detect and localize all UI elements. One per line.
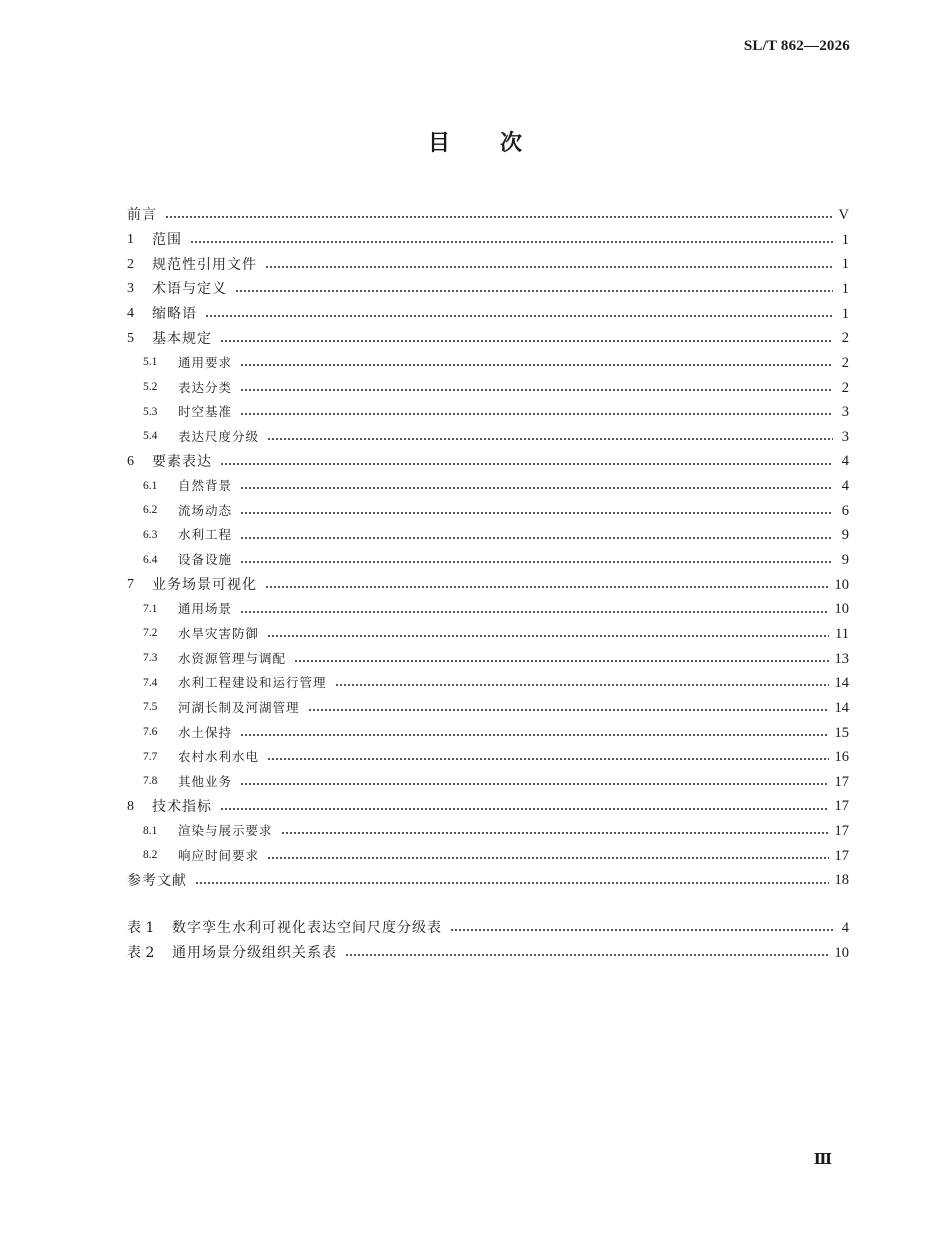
entry-number: 1 bbox=[127, 231, 134, 247]
toc-subentry[interactable] bbox=[127, 474, 849, 499]
entry-page-number: 14 bbox=[834, 699, 849, 716]
toc-entry[interactable] bbox=[127, 573, 849, 598]
entry-title: 要素表达 bbox=[152, 453, 212, 470]
dot-leader bbox=[240, 487, 833, 489]
entry-number: 7.4 bbox=[143, 676, 158, 689]
entry-number: 5.4 bbox=[143, 430, 158, 443]
entry-number: 表 1 bbox=[127, 920, 155, 937]
dot-leader bbox=[281, 832, 829, 834]
entry-page-number: 6 bbox=[841, 502, 849, 519]
entry-number: 8 bbox=[127, 798, 134, 814]
dot-leader bbox=[240, 783, 828, 785]
dot-leader bbox=[220, 808, 829, 810]
dot-leader bbox=[240, 512, 833, 514]
entry-title: 业务场景可视化 bbox=[152, 576, 257, 593]
toc-subentry[interactable] bbox=[127, 647, 849, 672]
dot-leader bbox=[267, 635, 829, 637]
toc-subentry[interactable] bbox=[127, 671, 849, 696]
dot-leader bbox=[240, 364, 833, 366]
entry-page-number: 2 bbox=[841, 354, 849, 371]
entry-title: 水土保持 bbox=[178, 724, 233, 740]
dot-leader bbox=[308, 709, 829, 711]
dot-leader bbox=[220, 463, 833, 465]
toc-subentry[interactable] bbox=[127, 622, 849, 647]
entry-title: 渲染与展示要求 bbox=[178, 823, 273, 839]
entry-page-number: 3 bbox=[841, 404, 849, 421]
entry-title: 数字孪生水利可视化表达空间尺度分级表 bbox=[172, 920, 442, 937]
entry-title: 水资源管理与调配 bbox=[178, 650, 287, 666]
entry-page-number: 9 bbox=[841, 527, 849, 544]
toc-entry[interactable] bbox=[127, 252, 849, 277]
dot-leader bbox=[294, 660, 828, 662]
entry-page-number: 17 bbox=[834, 823, 849, 840]
entry-page-number: 16 bbox=[834, 749, 849, 766]
toc-subentry[interactable] bbox=[127, 597, 849, 622]
dot-leader bbox=[240, 389, 833, 391]
list-of-tables bbox=[127, 916, 849, 965]
entry-number: 5.1 bbox=[143, 356, 158, 369]
entry-title: 时空基准 bbox=[178, 404, 233, 420]
entry-title: 范围 bbox=[152, 231, 182, 248]
toc-entry[interactable] bbox=[127, 868, 849, 893]
table-of-contents bbox=[127, 203, 849, 893]
entry-page-number: 3 bbox=[841, 428, 849, 445]
toc-subentry[interactable] bbox=[127, 720, 849, 745]
entry-number: 7.8 bbox=[143, 775, 158, 788]
entry-page-number: V bbox=[838, 207, 849, 224]
entry-number: 6.2 bbox=[143, 504, 158, 517]
entry-title: 响应时间要求 bbox=[178, 847, 260, 863]
entry-title: 自然背景 bbox=[178, 478, 233, 494]
dot-leader bbox=[267, 758, 828, 760]
toc-subentry[interactable] bbox=[127, 499, 849, 524]
toc-subentry[interactable] bbox=[127, 425, 849, 450]
entry-page-number: 10 bbox=[834, 576, 849, 593]
entry-title: 术语与定义 bbox=[152, 281, 227, 298]
entry-title: 流场动态 bbox=[178, 502, 233, 518]
entry-page-number: 15 bbox=[834, 724, 849, 741]
entry-number: 6 bbox=[127, 453, 134, 469]
toc-subentry[interactable] bbox=[127, 770, 849, 795]
entry-page-number: 14 bbox=[834, 675, 849, 692]
dot-leader bbox=[235, 290, 833, 292]
entry-title: 水旱灾害防御 bbox=[178, 625, 260, 641]
entry-title: 技术指标 bbox=[152, 798, 212, 815]
entry-page-number: 1 bbox=[841, 305, 849, 322]
entry-page-number: 9 bbox=[841, 552, 849, 569]
entry-number: 5.2 bbox=[143, 381, 158, 394]
toc-entry[interactable] bbox=[127, 228, 849, 253]
entry-page-number: 1 bbox=[841, 256, 849, 273]
toc-entry[interactable] bbox=[127, 302, 849, 327]
toc-subentry[interactable] bbox=[127, 400, 849, 425]
entry-title: 河湖长制及河湖管理 bbox=[178, 699, 300, 715]
entry-number: 5 bbox=[127, 330, 134, 346]
toc-entry[interactable] bbox=[127, 449, 849, 474]
entry-page-number: 13 bbox=[834, 650, 849, 667]
dot-leader bbox=[240, 611, 828, 613]
entry-title: 参考文献 bbox=[127, 872, 187, 889]
entry-page-number: 4 bbox=[841, 920, 849, 937]
entry-page-number: 10 bbox=[834, 944, 849, 961]
page-number: Ⅲ bbox=[813, 1152, 832, 1168]
entry-title: 表达分类 bbox=[178, 379, 233, 395]
dot-leader bbox=[205, 315, 833, 317]
toc-subentry[interactable] bbox=[127, 745, 849, 770]
dot-leader bbox=[335, 684, 829, 686]
entry-number: 7.2 bbox=[143, 627, 158, 640]
entry-title: 通用场景 bbox=[178, 601, 233, 617]
table-list-entry[interactable] bbox=[127, 941, 849, 966]
entry-page-number: 1 bbox=[841, 280, 849, 297]
entry-page-number: 17 bbox=[834, 847, 849, 864]
entry-title: 规范性引用文件 bbox=[152, 256, 257, 273]
toc-subentry[interactable] bbox=[127, 844, 849, 869]
dot-leader bbox=[267, 857, 828, 859]
toc-subentry[interactable] bbox=[127, 696, 849, 721]
dot-leader bbox=[265, 266, 833, 268]
entry-page-number: 2 bbox=[841, 379, 849, 396]
entry-title: 农村水利水电 bbox=[178, 749, 260, 765]
dot-leader bbox=[345, 954, 829, 956]
toc-subentry[interactable] bbox=[127, 375, 849, 400]
entry-number: 7.5 bbox=[143, 701, 158, 714]
entry-number: 3 bbox=[127, 281, 134, 297]
toc-subentry[interactable] bbox=[127, 523, 849, 548]
entry-number: 7.3 bbox=[143, 652, 158, 665]
entry-number: 6.1 bbox=[143, 479, 158, 492]
entry-title: 缩略语 bbox=[152, 305, 197, 322]
toc-entry[interactable] bbox=[127, 794, 849, 819]
entry-number: 7.6 bbox=[143, 726, 158, 739]
toc-entry[interactable] bbox=[127, 203, 849, 228]
dot-leader bbox=[240, 561, 833, 563]
entry-page-number: 4 bbox=[841, 478, 849, 495]
entry-title: 通用场景分级组织关系表 bbox=[172, 944, 337, 961]
entry-number: 5.3 bbox=[143, 405, 158, 418]
entry-number: 7 bbox=[127, 576, 134, 592]
dot-leader bbox=[450, 929, 833, 931]
entry-page-number: 1 bbox=[841, 231, 849, 248]
entry-number: 7.7 bbox=[143, 750, 158, 763]
entry-number: 8.1 bbox=[143, 824, 158, 837]
entry-number: 8.2 bbox=[143, 849, 158, 862]
entry-number: 6.4 bbox=[143, 553, 158, 566]
entry-title: 设备设施 bbox=[178, 552, 233, 568]
toc-subentry[interactable] bbox=[127, 819, 849, 844]
entry-title: 水利工程建设和运行管理 bbox=[178, 675, 327, 691]
entry-page-number: 4 bbox=[841, 453, 849, 470]
entry-page-number: 10 bbox=[834, 601, 849, 618]
entry-number: 表 2 bbox=[127, 944, 155, 961]
entry-title: 前言 bbox=[127, 207, 157, 224]
toc-subentry[interactable] bbox=[127, 548, 849, 573]
toc-entry[interactable] bbox=[127, 326, 849, 351]
entry-title: 水利工程 bbox=[178, 527, 233, 543]
dot-leader bbox=[265, 586, 829, 588]
dot-leader bbox=[240, 537, 833, 539]
entry-number: 4 bbox=[127, 305, 134, 321]
page-title: 目次 bbox=[427, 131, 572, 156]
entry-title: 其他业务 bbox=[178, 773, 233, 789]
entry-page-number: 11 bbox=[835, 625, 849, 642]
entry-page-number: 17 bbox=[834, 773, 849, 790]
dot-leader bbox=[240, 734, 828, 736]
dot-leader bbox=[195, 882, 829, 884]
dot-leader bbox=[240, 413, 833, 415]
table-list-entry[interactable] bbox=[127, 916, 849, 941]
toc-subentry[interactable] bbox=[127, 351, 849, 376]
entry-page-number: 2 bbox=[841, 330, 849, 347]
dot-leader bbox=[165, 216, 833, 218]
dot-leader bbox=[267, 438, 833, 440]
toc-entry[interactable] bbox=[127, 277, 849, 302]
dot-leader bbox=[190, 241, 833, 243]
entry-title: 基本规定 bbox=[152, 330, 212, 347]
entry-number: 7.1 bbox=[143, 602, 158, 615]
entry-title: 通用要求 bbox=[178, 354, 233, 370]
entry-number: 2 bbox=[127, 256, 134, 272]
dot-leader bbox=[220, 340, 833, 342]
entry-page-number: 17 bbox=[834, 798, 849, 815]
standard-code: SL/T 862—2026 bbox=[743, 38, 850, 54]
entry-page-number: 18 bbox=[834, 872, 849, 889]
entry-title: 表达尺度分级 bbox=[178, 428, 260, 444]
entry-number: 6.3 bbox=[143, 528, 158, 541]
